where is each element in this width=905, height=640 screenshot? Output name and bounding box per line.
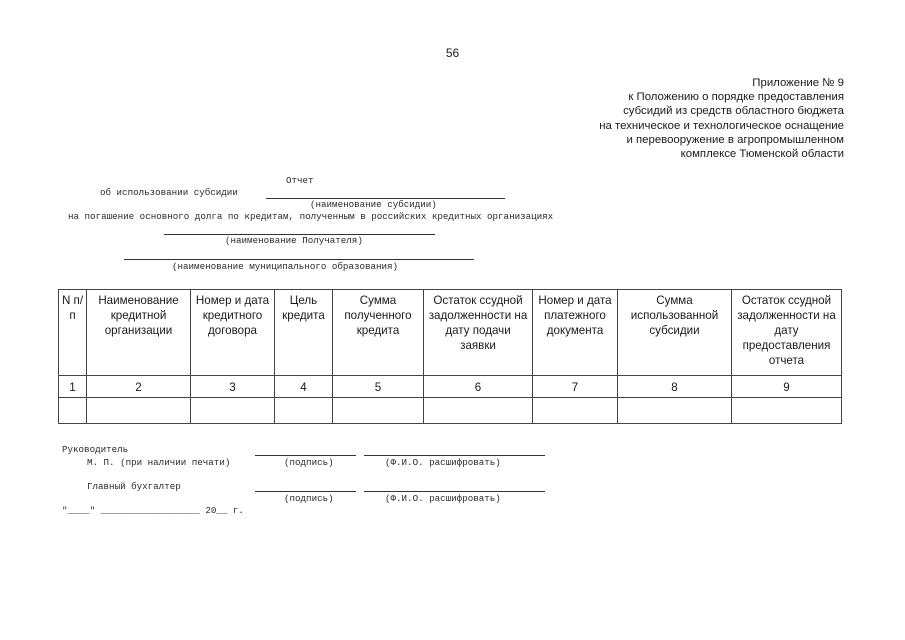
table-cell [618, 398, 732, 424]
column-number: 2 [87, 376, 191, 398]
table-cell [424, 398, 533, 424]
report-title: Отчет [286, 175, 314, 186]
column-header: Сумма использованной субсидии [618, 290, 732, 376]
column-number: 3 [191, 376, 275, 398]
appendix-heading [544, 76, 844, 161]
appendix-line: к Положению о порядке предоставления [628, 91, 844, 104]
accountant-signature-caption: (подпись) [284, 493, 334, 504]
accountant-name-line [364, 491, 545, 492]
head-signature-line [255, 455, 356, 456]
table-row [59, 398, 842, 424]
table-cell [59, 398, 87, 424]
column-header: Номер и дата платежного документа [533, 290, 618, 376]
municipality-name-line [124, 259, 474, 260]
accountant-name-caption: (Ф.И.О. расшифровать) [385, 493, 501, 504]
column-header: Наименование кредитной организации [87, 290, 191, 376]
column-header: Сумма полученного кредита [333, 290, 424, 376]
head-label: Руководитель [62, 444, 129, 455]
column-number: 7 [533, 376, 618, 398]
table-cell [732, 398, 842, 424]
table-cell [87, 398, 191, 424]
column-header: N п/п [59, 290, 87, 376]
recipient-name-caption: (наименование Получателя) [225, 235, 363, 246]
table-cell [533, 398, 618, 424]
head-name-line [364, 455, 545, 456]
head-signature-caption: (подпись) [284, 457, 334, 468]
subsidy-name-caption: (наименование субсидии) [310, 199, 437, 210]
column-number: 9 [732, 376, 842, 398]
table-header-row [59, 290, 842, 376]
accountant-signature-line [255, 491, 356, 492]
head-name-caption: (Ф.И.О. расшифровать) [385, 457, 501, 468]
table-cell [191, 398, 275, 424]
report-table [58, 289, 842, 424]
column-number: 5 [333, 376, 424, 398]
appendix-line: субсидий из средств областного бюджета [623, 105, 844, 118]
municipality-name-caption: (наименование муниципального образования) [172, 261, 399, 272]
column-header: Цель кредита [275, 290, 333, 376]
appendix-line: Приложение № 9 [752, 77, 844, 89]
column-header: Номер и дата кредитного договора [191, 290, 275, 376]
report-subtitle: об использовании субсидии [100, 187, 238, 198]
appendix-line: комплексе Тюменской области [680, 148, 844, 161]
column-number: 8 [618, 376, 732, 398]
column-number-row [59, 376, 842, 398]
accountant-label: Главный бухгалтер [87, 481, 181, 492]
table-cell [275, 398, 333, 424]
stamp-label: М. П. (при наличии печати) [87, 457, 231, 468]
table-cell [333, 398, 424, 424]
column-number: 6 [424, 376, 533, 398]
column-number: 1 [59, 376, 87, 398]
page-number: 56 [445, 46, 460, 60]
date-line: "____" __________________ 20__ г. [62, 505, 244, 516]
appendix-line: на техническое и технологическое оснащение [599, 119, 844, 132]
column-header: Остаток ссудной задолженности на дату подачи заявки [424, 290, 533, 376]
column-header: Остаток ссудной задолженности на дату предоставления отчета [732, 290, 842, 376]
report-purpose-line: на погашение основного долга по кредитам, полученным в российских кредитных организациях [68, 211, 554, 222]
column-number: 4 [275, 376, 333, 398]
appendix-line: и перевооружение в агропромышленном [626, 133, 844, 146]
